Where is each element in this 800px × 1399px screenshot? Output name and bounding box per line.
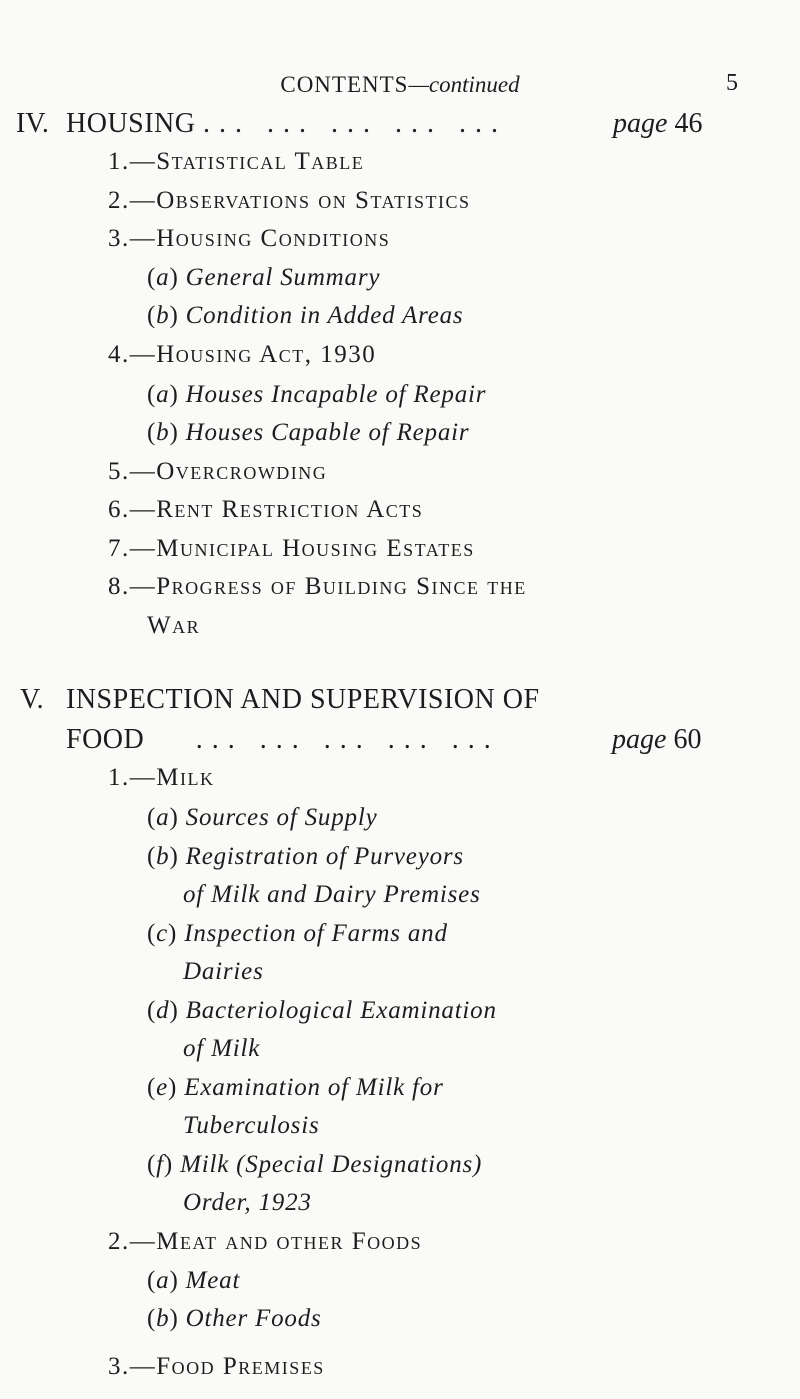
contents-item: 1.—Milk [108,764,215,791]
contents-item: 3.—Food Premises [108,1353,325,1380]
page-header [0,72,800,98]
contents-sub-item: (b) Houses Capable of Repair [147,419,470,446]
page-word: page [613,108,668,139]
section-title-text: INSPECTION AND SUPERVISION OF [66,684,540,715]
contents-sub-item-continuation: Tuberculosis [183,1112,320,1139]
section-page-ref [613,108,702,140]
contents-item: 5.—Overcrowding [108,458,328,485]
contents-sub-item: (a) General Summary [147,264,381,291]
contents-item: 1.—Statistical Table [108,148,365,175]
page-number: 5 [726,70,738,96]
contents-item: 3.—Housing Conditions [108,225,391,252]
contents-sub-item: (f) Milk (Special Designations) [147,1151,483,1178]
contents-sub-item: (a) Meat [147,1267,241,1294]
contents-sub-item: (b) Condition in Added Areas [147,302,464,329]
header-suffix: —continued [408,72,520,97]
contents-item: 6.—Rent Restriction Acts [108,496,424,523]
contents-item-continuation: War [147,612,201,639]
contents-sub-item-continuation: Order, 1923 [183,1189,312,1216]
contents-sub-item: (a) Houses Incapable of Repair [147,381,487,408]
contents-sub-item-continuation: Dairies [183,958,264,985]
section-title [66,108,507,140]
section-numeral: V. [20,684,44,715]
contents-sub-item: (e) Examination of Milk for [147,1074,444,1101]
contents-item: 2.—Observations on Statistics [108,187,471,214]
leader-dots: ... ... ... ... ... [203,108,507,139]
contents-item: 7.—Municipal Housing Estates [108,535,475,562]
page-num: 60 [673,724,702,755]
header-title: CONTENTS [280,72,409,97]
contents-sub-item: (a) Sources of Supply [147,804,378,831]
contents-sub-item: (b) Registration of Purveyors [147,843,464,870]
contents-item: 4.—Housing Act, 1930 [108,341,377,368]
contents-sub-item-continuation: of Milk and Dairy Premises [183,881,481,908]
contents-sub-item: (c) Inspection of Farms and [147,920,448,947]
contents-sub-item: (d) Bacteriological Examination [147,997,497,1024]
section-numeral: IV. [16,108,49,139]
page-num: 46 [674,108,703,139]
page-word: page [612,724,667,755]
contents-sub-item-continuation: of Milk [183,1035,261,1062]
section-title-continuation: FOOD [66,724,145,755]
section-page-ref [612,724,701,756]
contents-sub-item: (b) Other Foods [147,1305,322,1332]
section-title-text: HOUSING [66,108,196,139]
contents-item: 8.—Progress of Building Since the [108,573,527,600]
leader-dots: ... ... ... ... ... [195,724,500,755]
section-title [66,724,500,756]
contents-item: 2.—Meat and other Foods [108,1228,423,1255]
